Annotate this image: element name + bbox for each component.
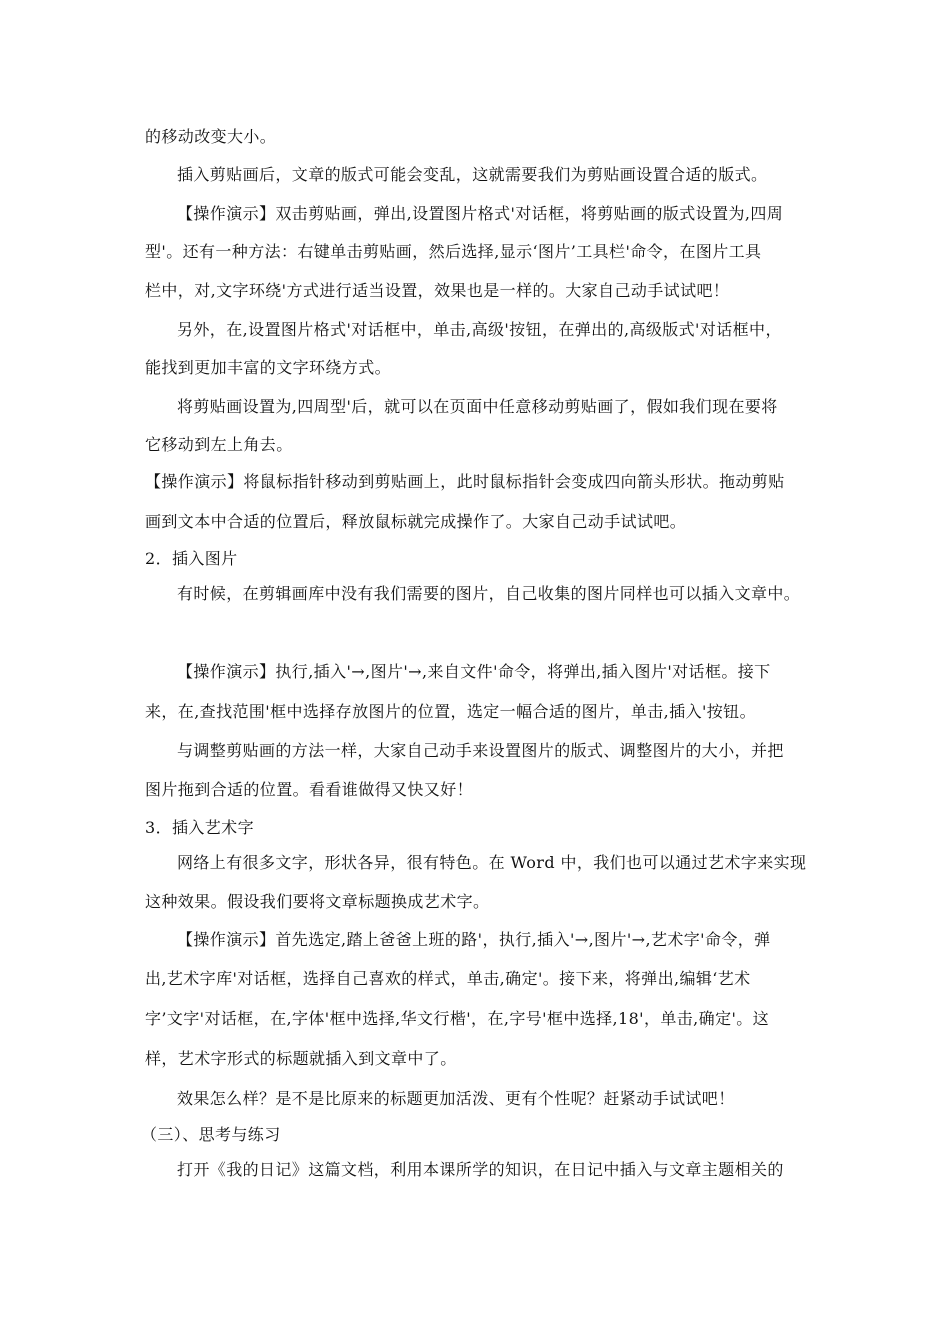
text-line: 型'。还有一种方法：右键单击剪贴画，然后选择,显示‘图片’工具栏'命令，在图片工具 (145, 242, 762, 261)
section-heading: 2．插入图片 (145, 549, 238, 568)
text-line: 插入剪贴画后，文章的版式可能会变乱，这就需要我们为剪贴画设置合适的版式。 (177, 165, 768, 184)
text-line: 【操作演示】执行,插入'→,图片'→,来自文件'命令，将弹出,插入图片'对话框。接下 (177, 662, 771, 681)
text-line: 它移动到左上角去。 (145, 435, 293, 454)
text-line: 另外，在,设置图片格式'对话框中，单击,高级'按钮，在弹出的,高级版式'对话框中， (177, 320, 782, 339)
section-heading: 3．插入艺术字 (145, 818, 254, 837)
text-line: 的移动改变大小。 (145, 127, 277, 146)
section-heading: （三）、思考与练习 (141, 1125, 281, 1144)
text-line: 与调整剪贴画的方法一样，大家自己动手来设置图片的版式、调整图片的大小，并把 (177, 741, 784, 760)
text-line: 能找到更加丰富的文字环绕方式。 (145, 358, 392, 377)
text-line: 出,艺术字库'对话框，选择自己喜欢的样式，单击,确定'。接下来，将弹出,编辑‘艺术 (145, 969, 751, 988)
text-line: 这种效果。假设我们要将文章标题换成艺术字。 (145, 892, 490, 911)
text-line: 有时候，在剪辑画库中没有我们需要的图片，自己收集的图片同样也可以插入文章中。 (177, 584, 801, 603)
text-line: 画到文本中合适的位置后，释放鼠标就完成操作了。大家自己动手试试吧。 (145, 512, 687, 531)
text-line: 【操作演示】首先选定,踏上爸爸上班的路'，执行,插入'→,图片'→,艺术字'命令，弹 (177, 930, 771, 949)
text-line: 字’文字'对话框，在,字体'框中选择,华文行楷'，在,字号'框中选择,18'，单击,确定'。这 (145, 1009, 770, 1028)
text-line: 来，在,查找范围'框中选择存放图片的位置，选定一幅合适的图片，单击,插入'按钮。 (145, 702, 756, 721)
text-line: 打开《我的日记》这篇文档，利用本课所学的知识，在日记中插入与文章主题相关的 (177, 1160, 784, 1179)
text-line: 栏中，对,文字环绕'方式进行适当设置，效果也是一样的。大家自己动手试试吧！ (145, 281, 730, 300)
text-line: 【操作演示】将鼠标指针移动到剪贴画上，此时鼠标指针会变成四向箭头形状。拖动剪贴 (145, 472, 785, 491)
text-line: 样，艺术字形式的标题就插入到文章中了。 (145, 1049, 457, 1068)
text-line: 将剪贴画设置为,四周型'后，就可以在页面中任意移动剪贴画了，假如我们现在要将 (177, 397, 778, 416)
text-line: 效果怎么样？是不是比原来的标题更加活泼、更有个性呢？赶紧动手试试吧！ (177, 1089, 735, 1108)
text-line: 【操作演示】双击剪贴画，弹出,设置图片格式'对话框，将剪贴画的版式设置为,四周 (177, 204, 784, 223)
text-line: 图片拖到合适的位置。看看谁做得又快又好！ (145, 780, 474, 799)
text-line: 网络上有很多文字，形状各异，很有特色。在 Word 中，我们也可以通过艺术字来实现 (177, 853, 807, 872)
